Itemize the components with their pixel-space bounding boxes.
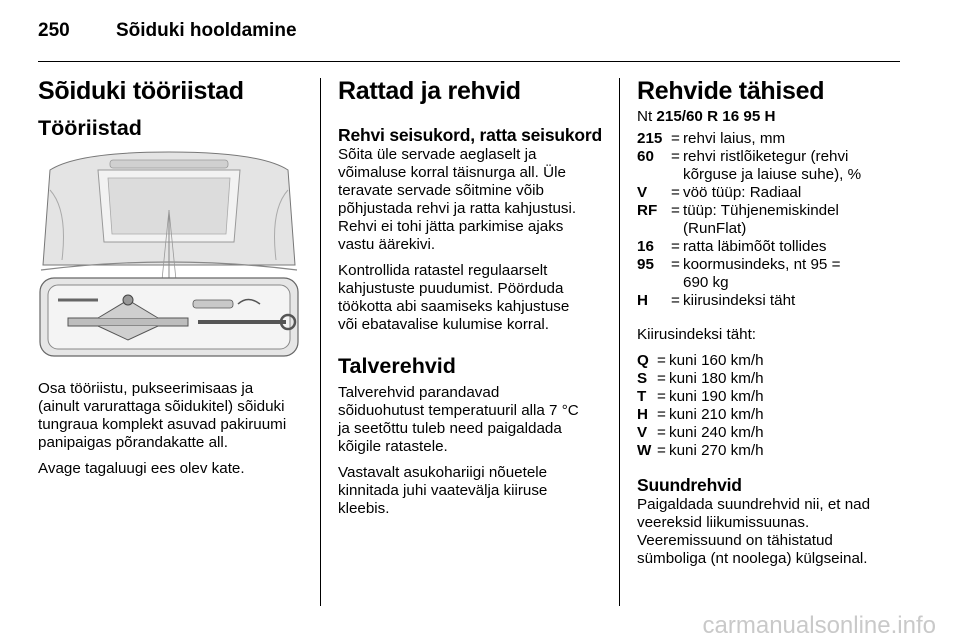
example-prefix: Nt — [637, 108, 657, 125]
speed-value: kuni 270 km/h — [669, 442, 764, 459]
text-line: tungraua komplekt asuvad pakiruumi — [38, 416, 287, 433]
speed-value: kuni 190 km/h — [669, 388, 764, 405]
text-line: koormusindeks, nt 95 = — [683, 256, 841, 273]
list-item — [637, 442, 907, 460]
directional-tyres-heading: Suundrehvid — [637, 475, 742, 495]
text-line: võimaluse korral täisnurga all. Üle — [338, 164, 566, 181]
text-line: ja seetõttu tuleb need paigaldada — [338, 420, 562, 437]
text-line: veereksid liikumissuunas. — [637, 514, 810, 531]
equals-sign: = — [671, 184, 680, 201]
equals-sign: = — [671, 238, 680, 255]
column-divider-1 — [320, 78, 321, 606]
code-value — [683, 238, 907, 256]
equals-sign: = — [657, 352, 666, 369]
code-value — [683, 130, 907, 148]
list-item — [637, 388, 907, 406]
text-line: Sõita üle servade aeglaselt ja — [338, 146, 537, 163]
text-line: (RunFlat) — [683, 220, 747, 237]
list-item — [637, 184, 907, 202]
speed-value: kuni 210 km/h — [669, 406, 764, 423]
speed-index-intro: Kiirusindeksi täht: — [637, 326, 757, 343]
page-number: 250 — [38, 20, 70, 41]
text-line: vastu äärekivi. — [338, 236, 436, 253]
text-line: Vastavalt asukohariigi nõuetele — [338, 464, 548, 481]
column-divider-2 — [619, 78, 620, 606]
equals-sign: = — [671, 202, 680, 219]
speed-key: H — [637, 406, 648, 423]
speed-value: kuni 160 km/h — [669, 352, 764, 369]
equals-sign: = — [657, 424, 666, 441]
speed-value: kuni 240 km/h — [669, 424, 764, 441]
page-header — [38, 20, 297, 42]
column-tyre-markings — [637, 76, 907, 568]
text-line: rehvi ristlõiketegur (rehvi — [683, 148, 849, 165]
code-value — [683, 202, 907, 238]
text-line: või ebatavalise kulumise korral. — [338, 316, 550, 333]
section-heading: Rattad ja rehvid — [338, 77, 521, 105]
text-line: kinnitada juhi vaatevälja kiiruse — [338, 482, 548, 499]
text-line: Kontrollida ratastel regulaarselt — [338, 262, 548, 279]
code-value — [683, 148, 907, 184]
trunk-tools-illustration — [38, 150, 300, 361]
list-item — [637, 406, 907, 424]
text-line: kleebis. — [338, 500, 390, 517]
equals-sign: = — [671, 292, 680, 309]
speed-key: S — [637, 370, 648, 387]
code-key: 16 — [637, 238, 654, 255]
text-line: Paigaldada suundrehvid nii, et nad — [637, 496, 871, 513]
text-line: Talverehvid parandavad — [338, 384, 500, 401]
list-item — [637, 202, 907, 238]
text-line: ratta läbimõõt tollides — [683, 238, 827, 255]
text-line: rehvi laius, mm — [683, 130, 786, 147]
list-item — [637, 256, 907, 292]
equals-sign: = — [671, 148, 680, 165]
text-line: kahjustuste puudumist. Pöörduda — [338, 280, 564, 297]
text-line: Rehvi ei tohi jätta parkimise ajaks — [338, 218, 564, 235]
speed-value: kuni 180 km/h — [669, 370, 764, 387]
winter-tyres-paragraph — [338, 384, 608, 456]
text-line: kiirusindeksi täht — [683, 292, 796, 309]
column-wheels — [338, 76, 608, 518]
code-key: 60 — [637, 148, 654, 165]
list-item — [637, 352, 907, 370]
code-value — [683, 256, 907, 292]
winter-tyres-heading: Talverehvid — [338, 354, 456, 378]
text-line: kõrguse ja laiuse suhe), % — [683, 166, 862, 183]
tools-paragraph — [38, 380, 304, 452]
text-line: vöö tüüp: Radiaal — [683, 184, 802, 201]
tyre-condition-paragraph — [338, 146, 608, 254]
subsection-heading: Tööriistad — [38, 116, 142, 140]
section-heading: Sõiduki tööriistad — [38, 77, 244, 105]
text-line: töökotta abi saamiseks kahjustuse — [338, 298, 570, 315]
example-code: 215/60 R 16 95 H — [656, 108, 776, 125]
code-key: RF — [637, 202, 658, 219]
list-item — [637, 130, 907, 148]
speed-key: W — [637, 442, 652, 459]
equals-sign: = — [671, 256, 680, 273]
speed-key: V — [637, 424, 648, 441]
code-key: H — [637, 292, 648, 309]
tools-instruction: Avage tagaluugi ees olev kate. — [38, 460, 245, 477]
wheel-check-paragraph — [338, 262, 608, 334]
list-item — [637, 148, 907, 184]
speed-sticker-paragraph — [338, 464, 608, 518]
text-line: sümboliga (nt noolega) külgseinal. — [637, 550, 868, 567]
text-line: teravate servade sõitmine võib — [338, 182, 544, 199]
list-item — [637, 370, 907, 388]
code-value — [683, 184, 907, 202]
equals-sign: = — [671, 130, 680, 147]
equals-sign: = — [657, 388, 666, 405]
list-item — [637, 292, 907, 310]
speed-index-list — [637, 352, 907, 460]
list-item — [637, 424, 907, 442]
text-line: panipaigas põrandakatte all. — [38, 434, 228, 451]
text-line: põhjustada rehvi ja ratta kahjustusi. — [338, 200, 577, 217]
text-line: Osa tööriistu, pukseerimisaas ja — [38, 380, 254, 397]
directional-tyres-paragraph — [637, 496, 907, 568]
text-line: (ainult varurattaga sõidukitel) sõiduki — [38, 398, 285, 415]
tyre-code-list — [637, 130, 907, 310]
chapter-title: Sõiduki hooldamine — [116, 20, 297, 41]
text-line: 690 kg — [683, 274, 729, 291]
speed-key: T — [637, 388, 647, 405]
tyre-example — [637, 108, 907, 126]
subsection-heading: Rehvi seisukord, ratta seisukord — [338, 125, 602, 145]
equals-sign: = — [657, 370, 666, 387]
code-value — [683, 292, 907, 310]
speed-key: Q — [637, 352, 649, 369]
header-rule — [38, 61, 900, 62]
list-item — [637, 238, 907, 256]
equals-sign: = — [657, 406, 666, 423]
text-line: Veeremissuund on tähistatud — [637, 532, 833, 549]
watermark-footer: carmanualsonline.info — [702, 612, 936, 639]
text-line: tüüp: Tühjenemiskindel — [683, 202, 839, 219]
equals-sign: = — [657, 442, 666, 459]
column-tools — [38, 76, 304, 478]
text-line: sõiduohutust temperatuuril alla 7 °C — [338, 402, 579, 419]
section-heading: Rehvide tähised — [637, 77, 825, 105]
code-key: 95 — [637, 256, 654, 273]
code-key: 215 — [637, 130, 663, 147]
text-line: kõigile ratastele. — [338, 438, 448, 455]
code-key: V — [637, 184, 648, 201]
